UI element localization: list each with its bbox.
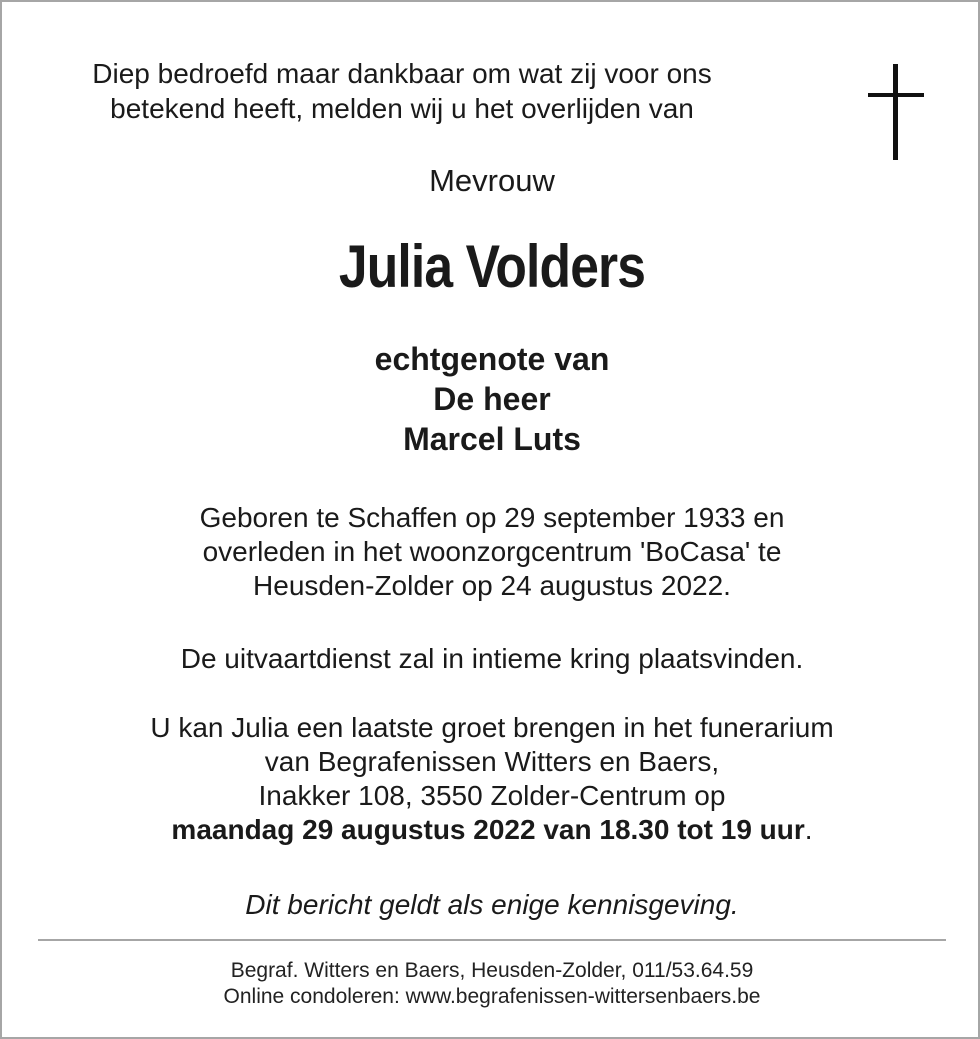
footer-divider [38, 939, 946, 941]
cross-icon [868, 64, 924, 160]
intro-line-2: betekend heeft, melden wij u het overlijden van [110, 93, 694, 124]
visitation-paragraph [62, 711, 922, 847]
visitation-end: . [804, 814, 813, 845]
birth-death-line-3: Heusden-Zolder op 24 augustus 2022. [253, 570, 731, 601]
spouse-title: De heer [433, 381, 551, 417]
birth-death-paragraph [62, 501, 922, 603]
visitation-line-4 [62, 813, 922, 847]
spouse-block [2, 339, 980, 459]
footer-line-2: Online condoleren: www.begrafenissen-wittersenbaers.be [223, 985, 761, 1008]
deceased-name: Julia Volders [338, 233, 646, 300]
salutation: Mevrouw [429, 163, 555, 198]
visitation-datetime: maandag 29 augustus 2022 van 18.30 tot 19 uur [171, 814, 805, 845]
spouse-name: Marcel Luts [403, 421, 581, 457]
spouse-relation: echtgenote van [374, 341, 610, 377]
visitation-line-2: van Begrafenissen Witters en Baers, [264, 746, 720, 777]
footer-line-1: Begraf. Witters en Baers, Heusden-Zolder, 011/53.64.59 [230, 959, 754, 982]
visitation-line-1: U kan Julia een laatste groet brengen in het funerarium [150, 712, 834, 743]
notice-text: Dit bericht geldt als enige kennisgeving. [245, 889, 739, 920]
footer [2, 958, 980, 1010]
visitation-line-3: Inakker 108, 3550 Zolder-Centrum op [258, 780, 726, 811]
intro-text [92, 56, 712, 126]
birth-death-line-2: overleden in het woonzorgcentrum 'BoCasa' te [202, 536, 782, 567]
intro-line-1: Diep bedroefd maar dankbaar om wat zij voor ons [92, 58, 712, 89]
service-paragraph: De uitvaartdienst zal in intieme kring plaatsvinden. [180, 643, 804, 674]
birth-death-line-1: Geboren te Schaffen op 29 september 1933 en [199, 502, 785, 533]
